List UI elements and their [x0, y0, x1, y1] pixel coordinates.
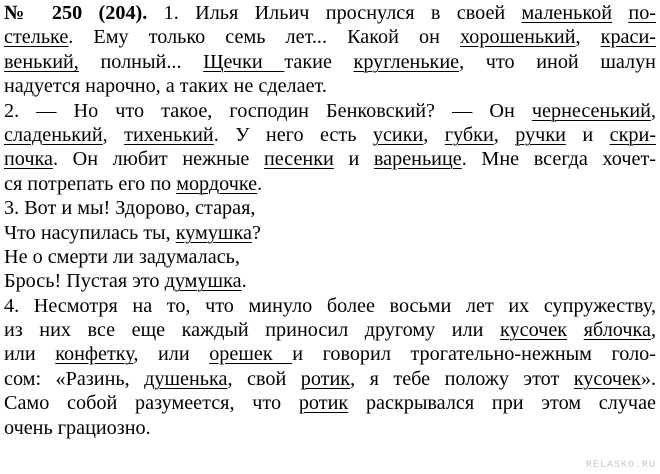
text-segment: и	[565, 123, 610, 146]
text-segment: ,	[575, 26, 601, 49]
exercise-text	[4, 1, 656, 440]
text-segment: ,	[650, 319, 656, 342]
text-segment: . Мне всегда хочет-	[461, 148, 656, 171]
text-segment: 2. — Но что такое, господин Бенковский? — Он	[4, 99, 532, 122]
underlined-word: венький,	[4, 50, 79, 73]
text-segment: полный...	[78, 50, 204, 73]
text-segment: Не о смерти ли задумалась,	[4, 245, 240, 268]
text-segment: Само собой разумеется, что	[4, 392, 299, 415]
text-segment: из них все еще каждый приносил другому или	[4, 319, 501, 342]
text-line	[4, 294, 656, 318]
text-segment: Брось! Пустая это	[4, 270, 165, 293]
text-segment: 3. Вот и мы! Здорово, старая,	[4, 197, 256, 220]
text-line	[4, 74, 656, 98]
text-segment: ».	[640, 367, 656, 390]
text-segment: ,	[650, 99, 656, 122]
text-segment	[567, 319, 584, 341]
underlined-word: Щечки	[203, 50, 285, 73]
text-line	[4, 269, 656, 293]
text-segment: надуется нарочно, а таких не сделает.	[4, 75, 327, 98]
text-line	[4, 245, 656, 269]
text-line	[4, 221, 656, 245]
exercise-number: № 250 (204).	[4, 2, 148, 24]
text-segment: раскрывался при этом случае	[348, 392, 656, 415]
text-segment: ,	[493, 123, 516, 146]
text-segment: , я тебе положу этот	[350, 367, 574, 390]
underlined-word: сладенький	[4, 123, 103, 146]
underlined-word: орешек	[209, 343, 293, 366]
underlined-word: кусочек	[500, 319, 568, 342]
text-segment: очень грациозно.	[4, 416, 151, 439]
text-segment: 4. Несмотря на то, что минуло более восьми лет их супружеству,	[4, 294, 656, 317]
text-line	[4, 367, 656, 391]
underlined-word: ротик	[298, 392, 349, 415]
underlined-word: губки	[444, 123, 494, 146]
underlined-word: по-	[628, 2, 656, 24]
text-segment: такие	[284, 50, 354, 73]
text-line	[4, 318, 656, 342]
text-segment: и говорил трогательно-нежным голо-	[292, 343, 656, 366]
text-segment: 1. Илья Ильич проснулся в своей	[147, 2, 522, 24]
text-segment	[612, 2, 628, 24]
underlined-word: ручки	[515, 123, 566, 146]
text-line	[4, 123, 656, 147]
text-line	[4, 25, 656, 49]
underlined-word: скри-	[609, 123, 656, 146]
underlined-word: ротик	[300, 367, 351, 390]
underlined-word: душенька	[144, 367, 228, 390]
text-line	[4, 416, 656, 440]
text-segment: сом: «Разинь,	[4, 367, 145, 390]
text-segment: . Ему только семь лет... Какой он	[68, 26, 460, 49]
text-line	[4, 196, 656, 220]
text-segment: . У него есть	[213, 123, 373, 146]
watermark: RELASKO.RU	[585, 460, 656, 471]
text-line	[4, 172, 656, 196]
text-line	[4, 50, 656, 74]
text-line	[4, 391, 656, 415]
underlined-word: почка	[4, 148, 53, 171]
underlined-word: стельке	[4, 26, 69, 49]
text-line	[4, 99, 656, 123]
text-segment: , или	[133, 343, 210, 366]
underlined-word: маленькой	[521, 2, 613, 24]
underlined-word: краси-	[600, 26, 656, 49]
text-segment: ,	[423, 123, 445, 146]
text-segment: ,	[102, 123, 125, 146]
underlined-word: песенки	[263, 148, 334, 171]
underlined-word: вареньице	[373, 148, 462, 171]
underlined-word: мордочке	[176, 172, 258, 195]
text-line	[4, 1, 656, 25]
text-segment: .	[241, 270, 247, 293]
text-segment: ся потрепать его по	[4, 172, 177, 195]
text-segment: , что иной шалун	[459, 50, 656, 73]
underlined-word: яблочка	[583, 319, 651, 342]
underlined-word: усики	[372, 123, 424, 146]
text-segment: . Он любит нежные	[53, 148, 264, 171]
text-line	[4, 342, 656, 366]
underlined-word: думушка	[164, 270, 242, 293]
underlined-word: чернесенький	[531, 99, 651, 122]
text-segment: , свой	[227, 367, 301, 390]
text-segment: Что насупилась ты,	[4, 221, 176, 244]
underlined-word: хорошенький	[459, 26, 576, 49]
underlined-word: кусочек	[573, 367, 641, 390]
text-segment: или	[4, 343, 56, 366]
text-segment: и	[333, 148, 374, 171]
underlined-word: конфетку	[55, 343, 134, 366]
underlined-word: кругленькие	[353, 50, 460, 73]
text-line	[4, 147, 656, 171]
underlined-word: кумушка	[175, 221, 252, 244]
underlined-word: тихенький	[124, 123, 214, 146]
text-segment: ?	[251, 221, 261, 244]
text-segment: .	[257, 172, 263, 195]
